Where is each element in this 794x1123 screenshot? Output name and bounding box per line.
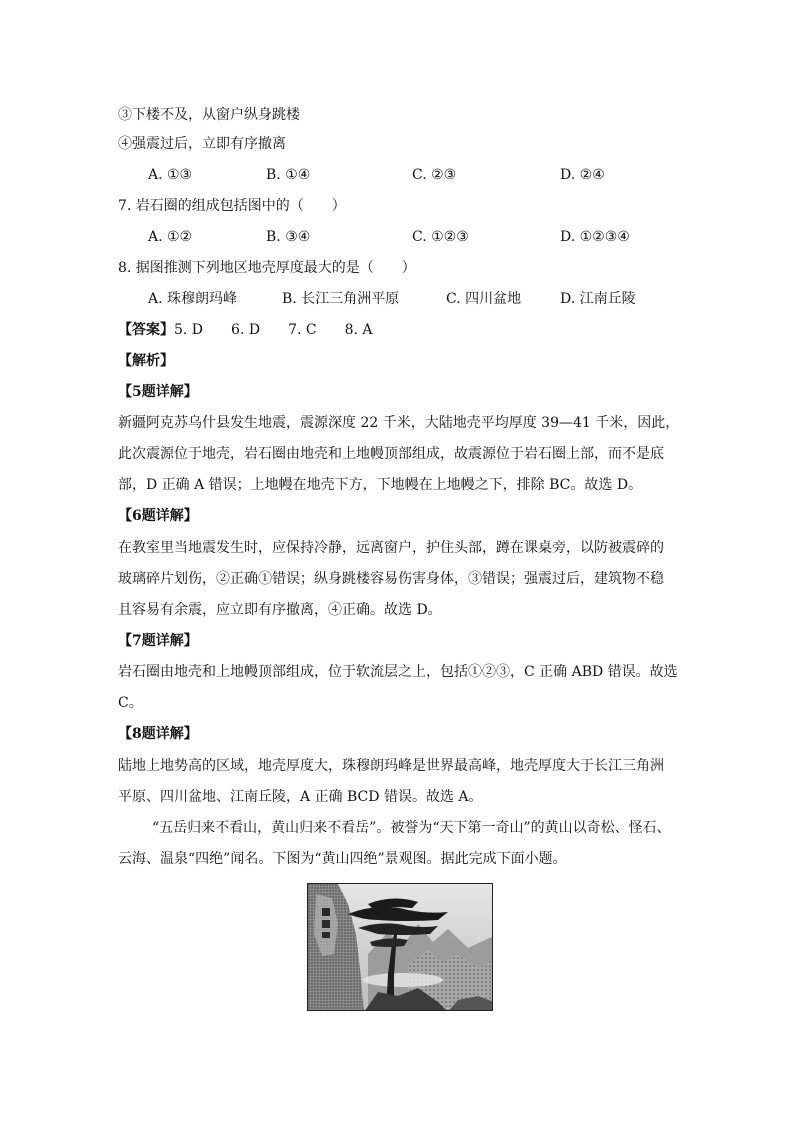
detail-8-line-2: 平原、四川盆地、江南丘陵，A 正确 BCD 错误。故选 A。 <box>118 789 483 805</box>
detail-5-line-1: 新疆阿克苏乌什县发生地震，震源深度 22 千米，大陆地壳平均厚度 39—41 千米，因此， <box>118 415 680 431</box>
detail-8-line-1: 陆地上地势高的区域，地壳厚度大，珠穆朗玛峰是世界最高峰，地壳厚度大于长江三角洲 <box>118 758 664 774</box>
intro-line-1: “五岳归来不看山，黄山归来不看岳”。被誉为“天下第一奇山”的黄山以奇松、怪石、 <box>152 820 671 836</box>
q7-option-b: B. ③④ <box>266 229 311 245</box>
q8-option-d: D. 江南丘陵 <box>560 291 636 307</box>
huangshan-landscape-image <box>307 883 493 1011</box>
q6-options <box>148 165 708 185</box>
question-7: 7. 岩石圈的组成包括图中的（ ） <box>118 198 346 214</box>
detail-6-heading: 【6题详解】 <box>118 508 198 524</box>
q8-option-b: B. 长江三角洲平原 <box>282 291 400 307</box>
intro-line-2: 云海、温泉“四绝”闻名。下图为“黄山四绝”景观图。据此完成下面小题。 <box>118 851 567 867</box>
q6-option-b: B. ①④ <box>266 167 311 183</box>
q6-option-a: A. ①③ <box>148 167 193 183</box>
huangshan-landscape-drawing <box>308 884 493 1011</box>
q8-option-a: A. 珠穆朗玛峰 <box>148 291 238 307</box>
q7-option-a: A. ①② <box>148 229 193 245</box>
q8-options <box>148 289 708 309</box>
analysis-heading: 【解析】 <box>118 353 174 369</box>
detail-7-heading: 【7题详解】 <box>118 633 198 649</box>
option-line-3: ③下楼不及，从窗户纵身跳楼 <box>118 107 300 123</box>
q6-option-d: D. ②④ <box>560 167 605 183</box>
q7-options <box>148 227 708 247</box>
detail-5-heading: 【5题详解】 <box>118 384 198 400</box>
q7-option-d: D. ①②③④ <box>560 229 630 245</box>
question-8: 8. 据图推测下列地区地壳厚度最大的是（ ） <box>118 260 416 276</box>
answer-line <box>118 320 373 340</box>
q7-option-c: C. ①②③ <box>412 229 469 245</box>
answer-label: 【答案】 <box>118 322 174 338</box>
answer-values: 5. D 6. D 7. C 8. A <box>174 322 373 338</box>
option-line-4: ④强震过后，立即有序撤离 <box>118 136 286 152</box>
q8-option-c: C. 四川盆地 <box>446 291 522 307</box>
detail-7-line-2: C。 <box>118 695 143 711</box>
detail-6-line-3: 且容易有余震，应立即有序撤离，④正确。故选 D。 <box>118 602 442 618</box>
q6-option-c: C. ②③ <box>412 167 457 183</box>
detail-8-heading: 【8题详解】 <box>118 726 198 742</box>
detail-7-line-1: 岩石圈由地壳和上地幔顶部组成，位于软流层之上，包括①②③，C 正确 ABD 错误。故选 <box>118 664 678 680</box>
detail-6-line-2: 玻璃碎片划伤，②正确①错误；纵身跳楼容易伤害身体，③错误；强震过后，建筑物不稳 <box>118 571 664 587</box>
detail-5-line-3: 部，D 正确 A 错误；上地幔在地壳下方，下地幔在上地幔之下，排除 BC。故选 D。 <box>118 477 643 493</box>
detail-6-line-1: 在教室里当地震发生时，应保持冷静，远离窗户，护住头部，蹲在课桌旁，以防被震碎的 <box>118 540 664 556</box>
detail-5-line-2: 此次震源位于地壳，岩石圈由地壳和上地幔顶部组成，故震源位于岩石圈上部，而不是底 <box>118 446 664 462</box>
